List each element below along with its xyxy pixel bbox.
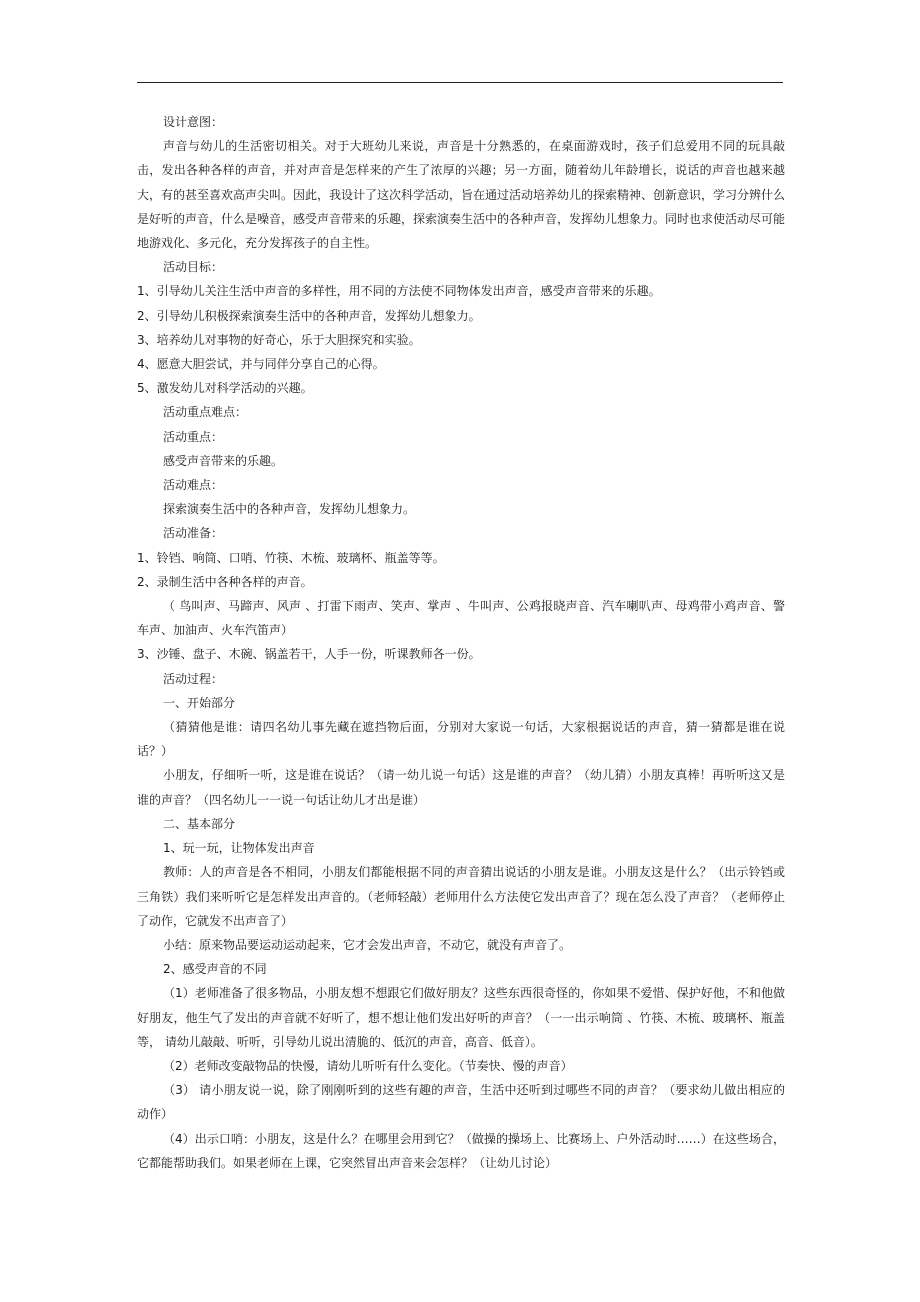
paragraph-guess-who: （猜猜他是谁：请四名幼儿事先藏在遮挡物后面，分别对大家说一句话，大家根据说话的声音，猜一猜都是谁在说话？） [137, 720, 785, 759]
heading-preparation: 活动准备： [163, 526, 224, 541]
heading-process: 活动过程： [163, 671, 224, 686]
paragraph-step-3: （3） 请小朋友说一说，除了刚刚听到的这些有趣的声音，生活中还听到过哪些不同的声音？（要求幼儿做出相应的动作） [137, 1083, 785, 1122]
objective-item-1: 1、引导幼儿关注生活中声音的多样性，用不同的方法使不同物体发出声音，感受声音带来的乐趣。 [137, 284, 661, 299]
heading-part-one: 一、开始部分 [163, 695, 236, 710]
preparation-item-1: 1、铃铛、响筒、口哨、竹筷、木梳、玻璃杯、瓶盖等等。 [137, 550, 445, 565]
heading-difficult-point: 活动难点： [163, 478, 224, 493]
heading-key-point: 活动重点： [163, 429, 224, 444]
key-point-text: 感受声音带来的乐趣。 [163, 453, 284, 468]
objective-item-2: 2、引导幼儿积极探索演奏生活中的各种声音，发挥幼儿想象力。 [137, 308, 481, 323]
heading-play-sound: 1、玩一玩，让物体发出声音 [163, 841, 315, 856]
heading-part-two: 二、基本部分 [163, 816, 236, 831]
heading-objectives: 活动目标： [163, 260, 224, 275]
objective-item-4: 4、愿意大胆尝试，并与同伴分享自己的心得。 [137, 357, 385, 372]
difficult-point-text: 探索演奏生活中的各种声音，发挥幼儿想象力。 [163, 502, 416, 517]
paragraph-listen-who: 小朋友，仔细听一听，这是谁在说话？（请一幼儿说一句话）这是谁的声音？（幼儿猜）小朋友真棒！再听听这又是谁的声音？（四名幼儿一一说一句话让幼儿才出是谁） [137, 768, 785, 807]
preparation-sounds-list: （ 鸟叫声、马蹄声、风声 、打雷下雨声、笑声、掌声 、牛叫声、公鸡报晓声音、汽车喇叭声、母鸡带小鸡声音、警车声、加油声、火车汽笛声） [137, 599, 785, 638]
objective-item-3: 3、培养幼儿对事物的好奇心，乐于大胆探究和实验。 [137, 332, 421, 347]
preparation-item-2: 2、录制生活中各种各样的声音。 [137, 574, 313, 589]
objective-item-5: 5、激发幼儿对科学活动的兴趣。 [137, 381, 313, 396]
heading-design-intent: 设计意图： [163, 115, 224, 129]
paragraph-design-intent: 声音与幼儿的生活密切相关。对于大班幼儿来说，声音是十分熟悉的，在桌面游戏时，孩子们总爱用不同的玩具敲击，发出各种各样的声音，并对声音是怎样来的产生了浓厚的兴趣；另一方面，随着幼儿年龄增长，说话的声音也越来越大，有的甚至喜欢高声尖叫。因此，我设计了这次科学活动，旨在通过活动培养幼儿的探索精神、创新意识，学习分辨什么是好听的声音，什么是噪音，感受声音带来的乐趣，探索演奏生活中的各种声音，发挥幼儿想象力。同时也求使活动尽可能地游戏化、多元化，充分发挥孩子的自主性。 [137, 139, 786, 251]
paragraph-step-1: （1）老师准备了很多物品，小朋友想不想跟它们做好朋友？这些东西很奇怪的，你如果不爱惜、保护好他，不和他做好朋友，他生气了发出的声音就不好听了，想不想让他们发出好听的声音？（一一出示响筒 、竹筷、木梳、玻璃杯、瓶盖等， 请幼儿敲敲、听听，引导幼儿说出清脆的、低沉的声音，高音、低音）。 [137, 986, 785, 1049]
heading-key-difficult: 活动重点难点： [163, 405, 248, 420]
paragraph-teacher-bell: 教师：人的声音是各不相同，小朋友们都能根据不同的声音猜出说话的小朋友是谁。小朋友这是什么？（出示铃铛或三角铁）我们来听听它是怎样发出声音的。（老师轻敲）老师用什么方法使它发出声音了？现在怎么没了声音？（老师停止了动作，它就发不出声音了） [137, 865, 785, 928]
paragraph-step-4: （4）出示口哨：小朋友，这是什么？在哪里会用到它？（做操的操场上、比赛场上、户外活动时……）在这些场合，它都能帮助我们。如果老师在上课，它突然冒出声音来会怎样？（让幼儿讨论） [137, 1131, 785, 1170]
preparation-item-3: 3、沙锤、盘子、木碗、锅盖若干，人手一份，听课教师各一份。 [137, 647, 481, 662]
paragraph-step-2: （2）老师改变敲物品的快慢，请幼儿听听有什么变化。（节奏快、慢的声音） [163, 1058, 573, 1073]
paragraph-summary: 小结：原来物品要运动运动起来，它才会发出声音，不动它，就没有声音了。 [163, 937, 572, 952]
heading-feel-different: 2、感受声音的不同 [163, 962, 267, 977]
header-rule [137, 82, 783, 83]
document-body [137, 110, 785, 1175]
